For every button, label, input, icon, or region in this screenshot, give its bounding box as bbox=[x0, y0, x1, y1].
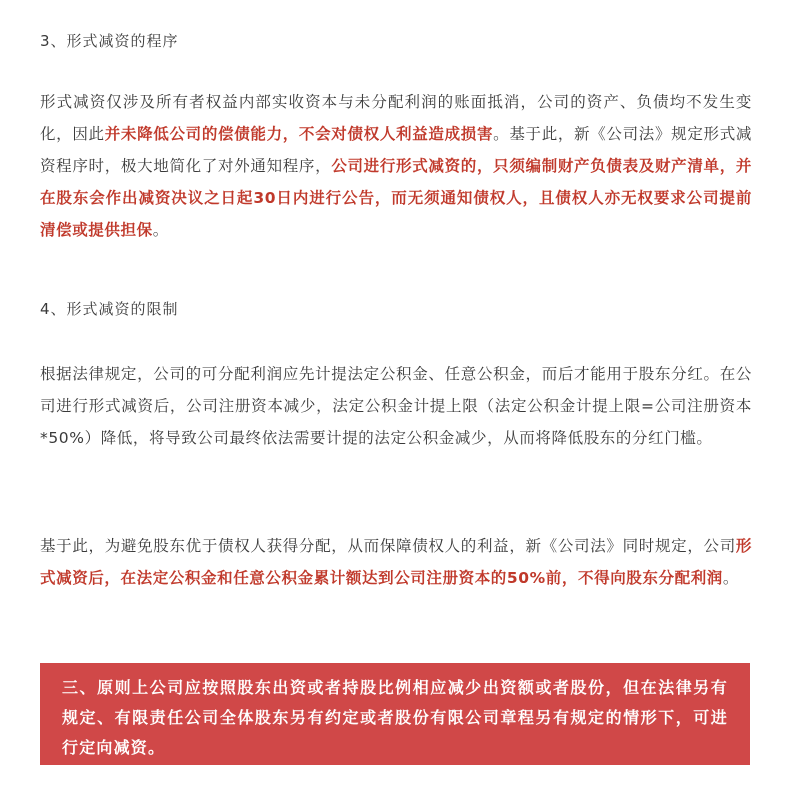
section-banner bbox=[40, 663, 750, 765]
paragraph-text: 。 bbox=[152, 221, 169, 239]
section-4-heading: 4、形式减资的限制 bbox=[40, 300, 179, 318]
paragraph-text: 。基于此，新《公司法》规定形式减资程序时，极大地简化了对外通知程序， bbox=[40, 125, 752, 175]
section-3-paragraph bbox=[40, 86, 752, 246]
paragraph-text: 。 bbox=[722, 569, 740, 587]
section-3-heading: 3、形式减资的程序 bbox=[40, 32, 179, 50]
emphasis-text: 公司进行形式减资的，只须编制财产负债表及财产清单，并在股东会作出减资决议之日起30日内进行公告，而无须通知债权人，且债权人亦无权要求公司提前清偿或提供担保 bbox=[40, 157, 752, 239]
paragraph-text: 基于此，为避免股东优于债权人获得分配，从而保障债权人的利益，新《公司法》同时规定，公司 bbox=[40, 537, 736, 555]
banner-text: 三、原则上公司应按照股东出资或者持股比例相应减少出资额或者股份，但在法律另有规定、有限责任公司全体股东另有约定或者股份有限公司章程另有规定的情形下，可进行定向减资。 bbox=[62, 678, 728, 757]
paragraph-text: 形式减资仅涉及所有者权益内部实收资本与未分配利润的账面抵消，公司的资产、负债均不发生变化，因此 bbox=[40, 93, 752, 143]
section-4-paragraph: 根据法律规定，公司的可分配利润应先计提法定公积金、任意公积金，而后才能用于股东分红。在公司进行形式减资后，公司注册资本减少，法定公积金计提上限（法定公积金计提上限=公司注册资本*50%）降低，将导致公司最终依法需要计提的法定公积金减少，从而将降低股东的分红门槛。 bbox=[40, 365, 752, 447]
emphasis-text: 形式减资后，在法定公积金和任意公积金累计额达到公司注册资本的50%前，不得向股东分配利润 bbox=[40, 537, 752, 587]
section-4-followup-paragraph bbox=[40, 530, 752, 594]
emphasis-text: 并未降低公司的偿债能力，不会对债权人利益造成损害 bbox=[104, 125, 494, 143]
